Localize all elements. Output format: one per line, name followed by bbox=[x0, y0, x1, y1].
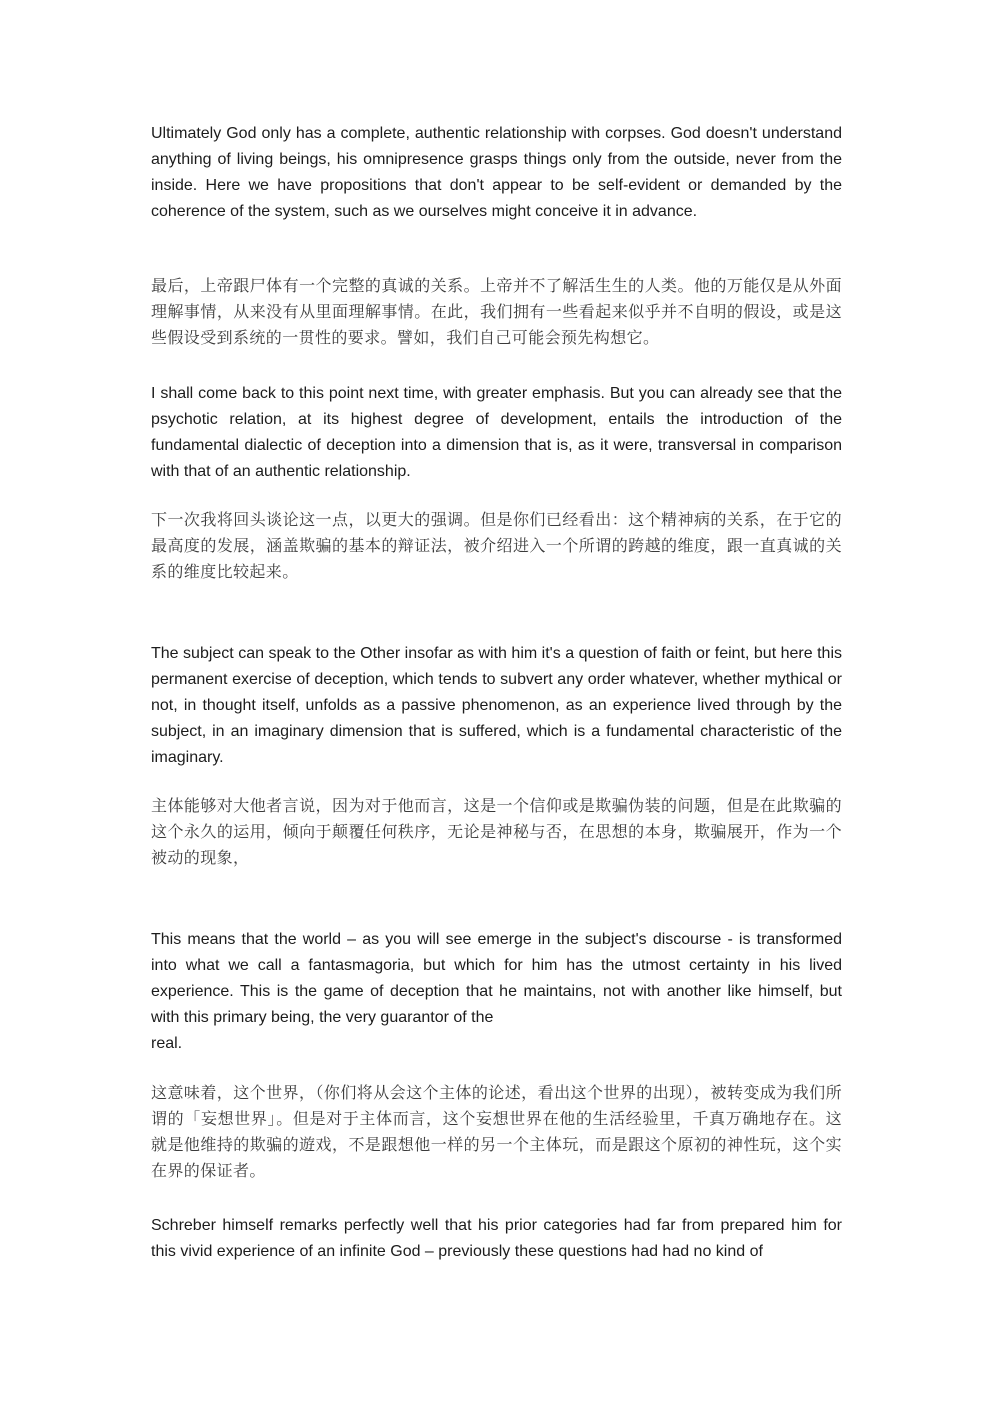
paragraph-english-1: Ultimately God only has a complete, authentic relationship with corpses. God doesn't understand anything of living beings, his omnipresence grasps things only from the outside, never from the inside. Here we have propositions that don't appear to be self-evident or demanded by the coherence of the system, such as we ourselves might conceive it in advance. bbox=[151, 125, 842, 220]
paragraph-english-2: I shall come back to this point next time, with greater emphasis. But you can already see that the psychotic relation, at its highest degree of development, entails the introduction of the fundamental dialectic of deception into a dimension that is, as it were, transversal in comparison with that of an authentic relationship. bbox=[151, 385, 842, 480]
paragraph-chinese-3: 主体能够对大他者言说，因为对于他而言，这是一个信仰或是欺骗伪装的问题，但是在此欺骗的这个永久的运用，倾向于颠覆任何秩序，无论是神秘与否，在思想的本身，欺骗展开，作为一个被动的现象， bbox=[151, 796, 842, 867]
paragraph-english-5: Schreber himself remarks perfectly well that his prior categories had far from prepared him for this vivid experience of an infinite God – previously these questions had had no kind of bbox=[151, 1217, 842, 1260]
paragraph-chinese-1: 最后，上帝跟尸体有一个完整的真诚的关系。上帝并不了解活生生的人类。他的万能仅是从外面理解事情，从来没有从里面理解事情。在此，我们拥有一些看起来似乎并不自明的假设，或是这些假设受到系统的一贯性的要求。譬如，我们自己可能会预先构想它。 bbox=[151, 276, 842, 347]
paragraph-english-3: The subject can speak to the Other insofar as with him it's a question of faith or feint, but here this permanent exercise of deception, which tends to subvert any order whatever, whether mythical or not, in thought itself, unfolds as a passive phenomenon, as an experience lived through by the subject, in an imaginary dimension that is suffered, which is a fundamental characteristic of the imaginary. bbox=[151, 645, 842, 766]
paragraph-english-4 bbox=[151, 927, 842, 1057]
paragraph-chinese-2: 下一次我将回头谈论这一点，以更大的强调。但是你们已经看出：这个精神病的关系，在于它的最高度的发展，涵盖欺骗的基本的辩证法，被介绍进入一个所谓的跨越的维度，跟一直真诚的关系的维度比较起来。 bbox=[151, 510, 842, 581]
paragraph-english-4-body: This means that the world – as you will see emerge in the subject's discourse - is transformed into what we call a fantasmagoria, but which for him has the utmost certainty in his lived experience. This is the game of deception that he maintains, not with another like himself, but with this primary being, the very guarantor of the bbox=[151, 931, 842, 1026]
paragraph-english-4-tail: real. bbox=[151, 1035, 183, 1052]
paragraph-chinese-4: 这意味着，这个世界，（你们将从会这个主体的论述，看出这个世界的出现），被转变成为我们所谓的「妄想世界」。但是对于主体而言，这个妄想世界在他的生活经验里，千真万确地存在。这就是他维持的欺骗的遊戏，不是跟想他一样的另一个主体玩，而是跟这个原初的神性玩，这个实在界的保证者。 bbox=[151, 1083, 842, 1180]
